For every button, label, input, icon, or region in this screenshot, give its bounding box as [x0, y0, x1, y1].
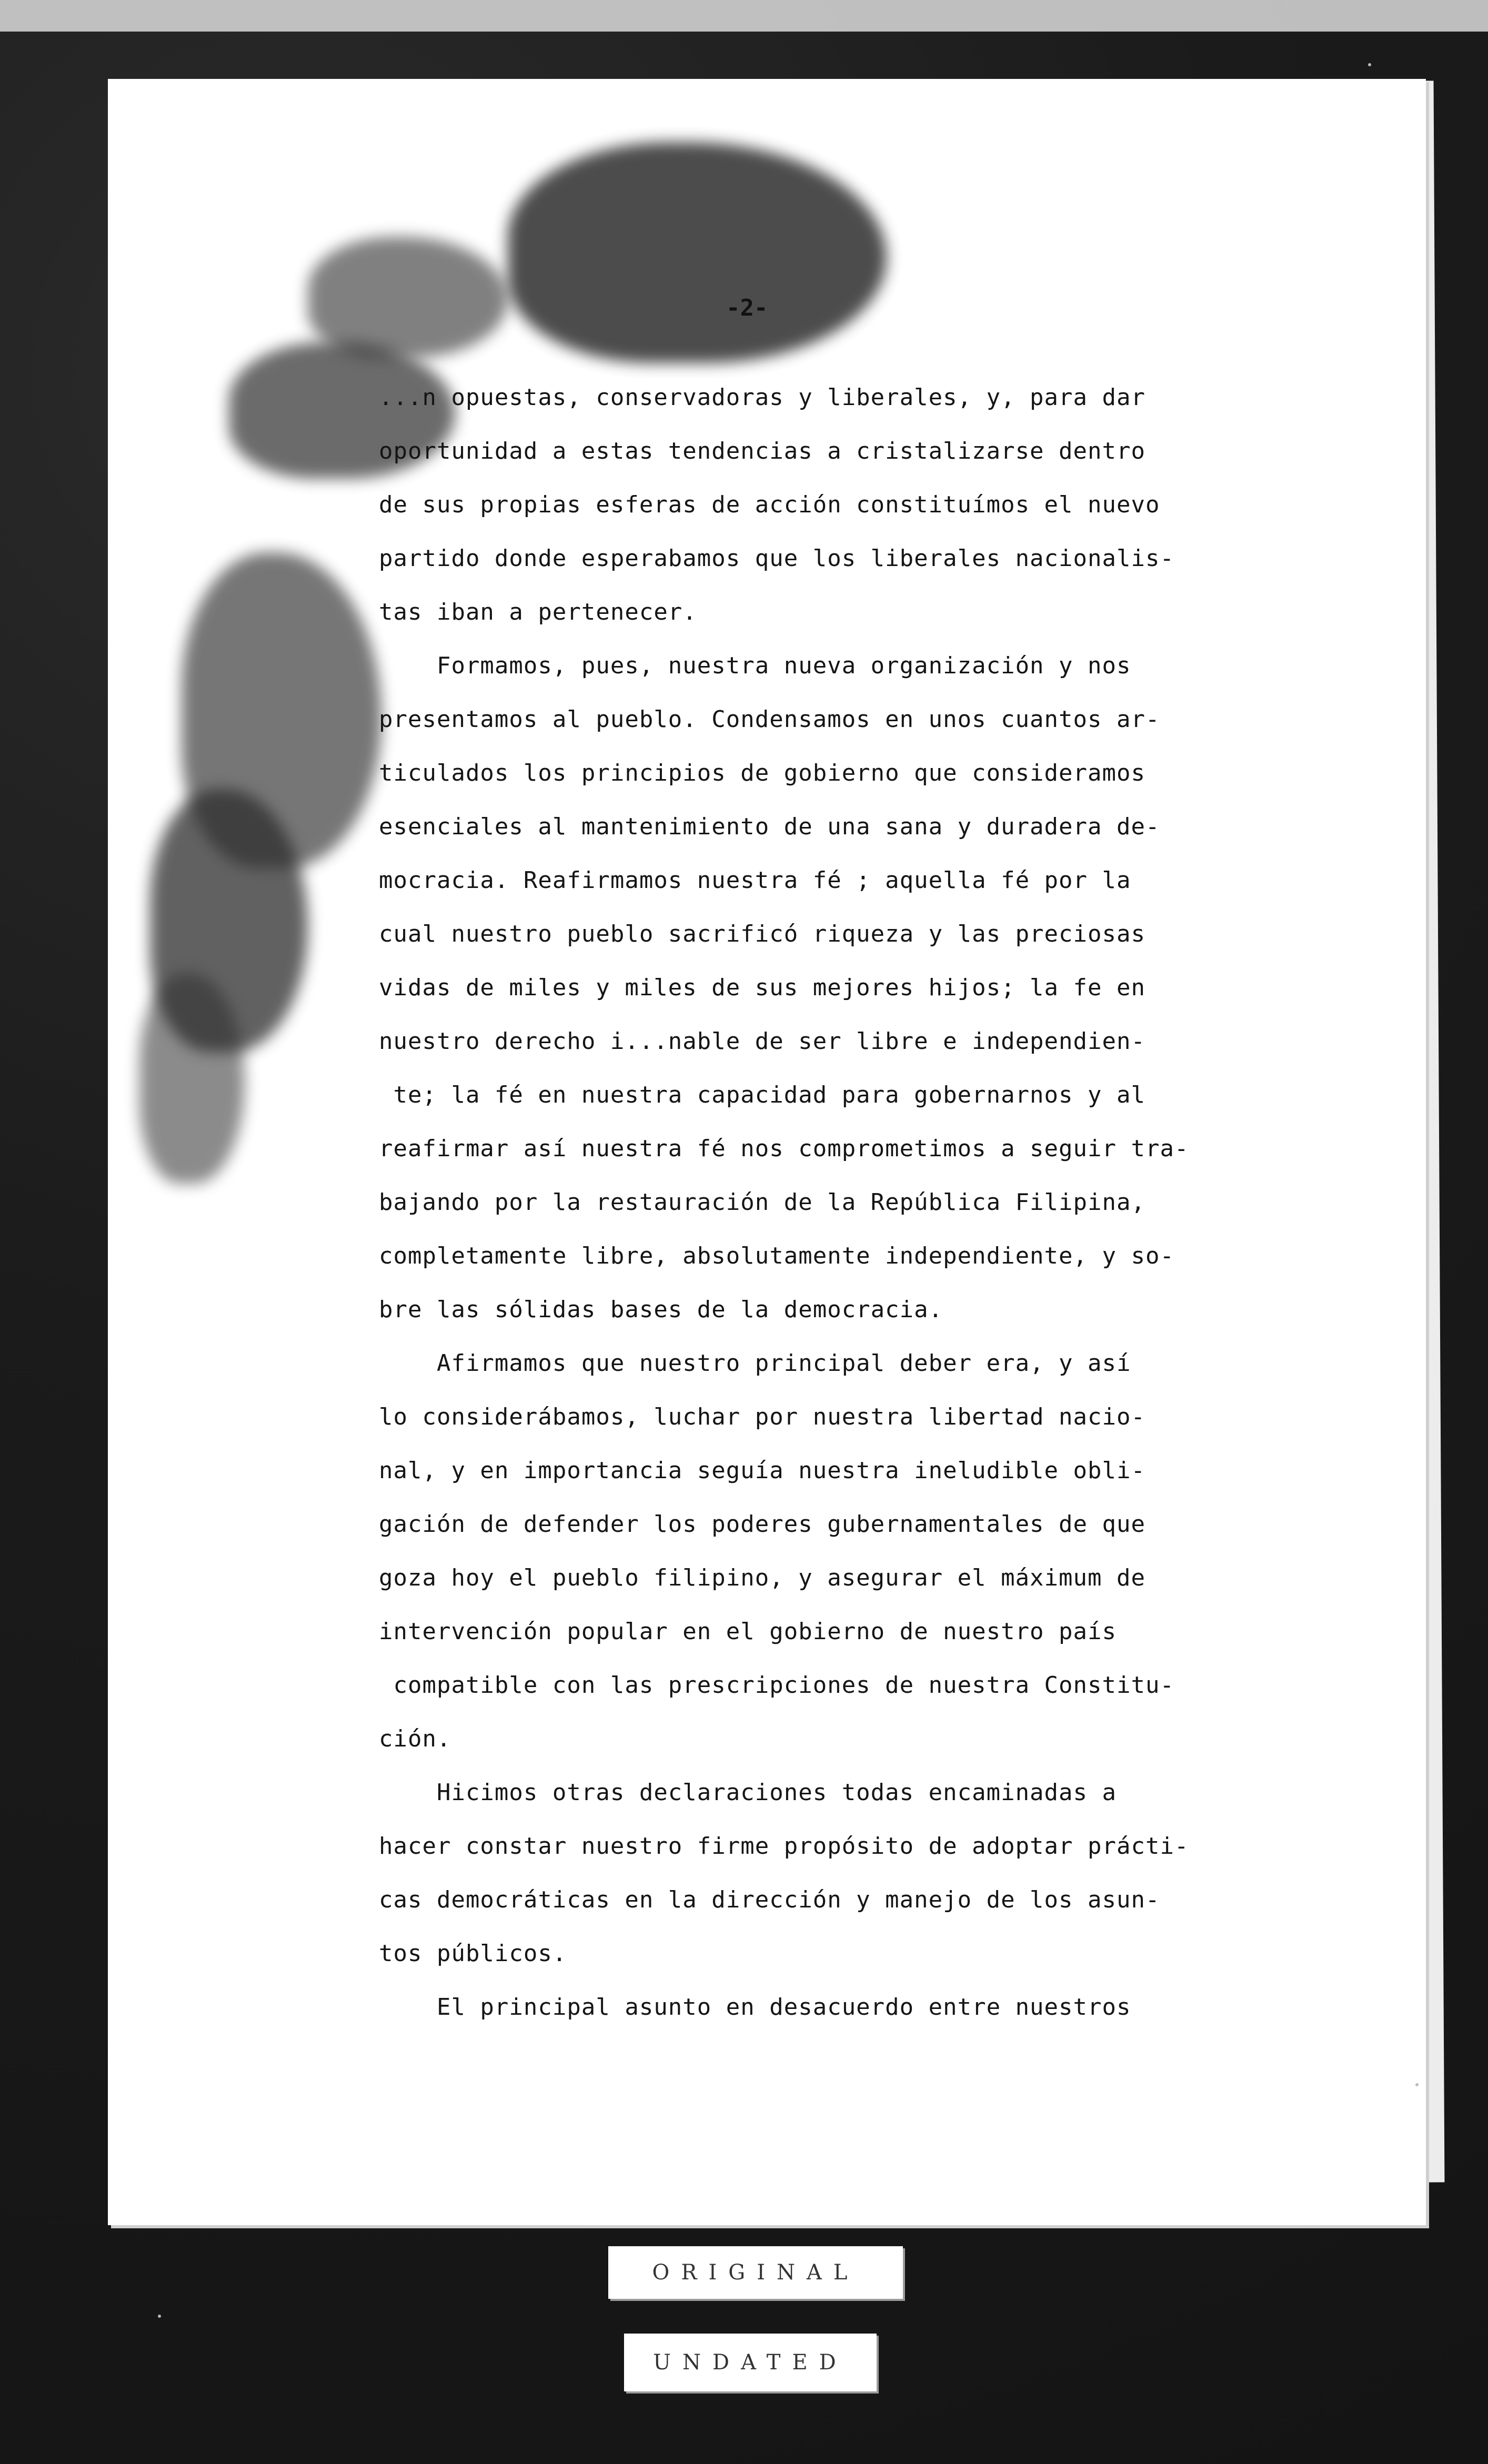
- text-line: reafirmar así nuestra fé nos comprometimos a seguir tra-: [379, 1135, 1189, 1162]
- text-line: El principal asunto en desacuerdo entre nuestros: [379, 1994, 1131, 2021]
- letter-body: [379, 371, 1273, 2034]
- text-line: presentamos al pueblo. Condensamos en unos cuantos ar-: [379, 706, 1160, 733]
- text-line: ción.: [379, 1725, 451, 1752]
- text-line: Hicimos otras declaraciones todas encaminadas a: [379, 1779, 1117, 1806]
- original-label: ORIGINAL: [608, 2246, 903, 2299]
- text-line: cas democráticas en la dirección y manejo de los asun-: [379, 1886, 1160, 1913]
- text-line: tas iban a pertenecer.: [379, 599, 697, 625]
- dust-speck: [158, 2315, 161, 2318]
- scanner-top-edge: [0, 0, 1488, 32]
- text-line: Afirmamos que nuestro principal deber era, y así: [379, 1350, 1131, 1377]
- text-line: esenciales al mantenimiento de una sana y duradera de-: [379, 813, 1160, 840]
- text-line: lo considerábamos, luchar por nuestra libertad nacio-: [379, 1403, 1145, 1430]
- text-line: nal, y en importancia seguía nuestra ineludible obli-: [379, 1457, 1145, 1484]
- text-line: mocracia. Reafirmamos nuestra fé ; aquella fé por la: [379, 867, 1131, 894]
- text-line: tos públicos.: [379, 1940, 567, 1967]
- text-line: hacer constar nuestro firme propósito de adoptar prácti-: [379, 1833, 1189, 1860]
- water-stain: [308, 237, 508, 358]
- paragraph-1: [379, 371, 1273, 639]
- text-line: bre las sólidas bases de la democracia.: [379, 1296, 943, 1323]
- water-stain: [508, 142, 887, 363]
- text-line: vidas de miles y miles de sus mejores hijos; la fe en: [379, 974, 1145, 1001]
- text-line: goza hoy el pueblo filipino, y asegurar el máximum de: [379, 1564, 1145, 1591]
- text-line: te; la fé en nuestra capacidad para gobernarnos y al: [379, 1082, 1145, 1108]
- text-line: intervención popular en el gobierno de nuestro país: [379, 1618, 1117, 1645]
- text-line: partido donde esperabamos que los liberales nacionalis-: [379, 545, 1174, 572]
- dust-speck: [1415, 2083, 1419, 2086]
- page-number: -2-: [726, 295, 768, 321]
- text-line: ticulados los principios de gobierno que consideramos: [379, 760, 1145, 786]
- paragraph-4: [379, 1766, 1273, 1981]
- text-line: de sus propias esferas de acción constituímos el nuevo: [379, 491, 1160, 518]
- text-line: bajando por la restauración de la República Filipina,: [379, 1189, 1145, 1216]
- paragraph-2: [379, 639, 1273, 1337]
- text-line: ...n opuestas, conservadoras y liberales, y, para dar: [379, 384, 1145, 411]
- text-line: completamente libre, absolutamente independiente, y so-: [379, 1243, 1174, 1269]
- text-line: gación de defender los poderes gubernamentales de que: [379, 1511, 1145, 1538]
- text-line: compatible con las prescripciones de nuestra Constitu-: [379, 1672, 1174, 1699]
- paragraph-5: [379, 1981, 1273, 2034]
- dust-speck: [1368, 63, 1371, 66]
- text-line: cual nuestro pueblo sacrificó riqueza y las preciosas: [379, 921, 1145, 947]
- text-line: Formamos, pues, nuestra nueva organización y nos: [379, 652, 1131, 679]
- paragraph-3: [379, 1337, 1273, 1766]
- text-line: nuestro derecho i...nable de ser libre e independien-: [379, 1028, 1145, 1055]
- undated-label: UNDATED: [624, 2334, 877, 2391]
- text-line: oportunidad a estas tendencias a cristalizarse dentro: [379, 438, 1145, 464]
